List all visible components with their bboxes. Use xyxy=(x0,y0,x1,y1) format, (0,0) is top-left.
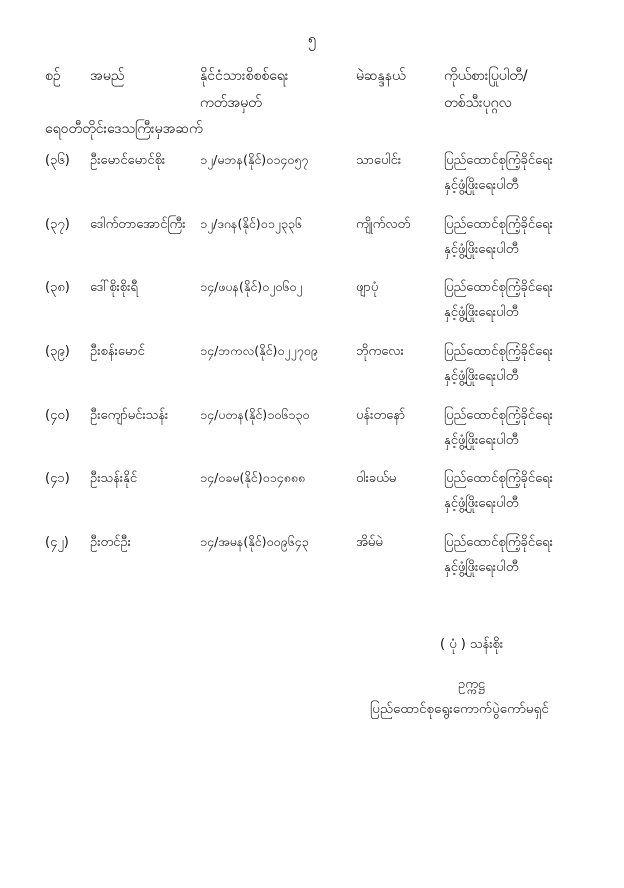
constituency: ပန်းတနော် xyxy=(356,408,406,423)
header-rep-line1: ကိုယ်စားပြုပါတီ/ xyxy=(444,68,528,84)
nrc-number: ၁၄/အမန(နိုင်)၀၀၉၆၄၃ xyxy=(200,534,309,549)
candidate-name: ဦးစန်းမောင် xyxy=(90,344,145,359)
constituency: ကျိုက်လတ် xyxy=(356,217,411,232)
header-township: မဲဆန္ဒနယ် xyxy=(356,68,406,84)
constituency: အိမ်မဲ xyxy=(356,535,383,550)
table-row xyxy=(0,216,624,268)
party-line2: နှင့်ဖွံ့ဖြိုးရေးပါတီ xyxy=(444,178,519,193)
table-row xyxy=(0,343,624,395)
constituency: ဖျာပုံ xyxy=(356,280,379,295)
table-row xyxy=(0,470,624,522)
nrc-number: ၁၄/ဘကလ(နိုင်)၀၂၂၇၀၉ xyxy=(200,343,318,358)
party xyxy=(444,216,553,260)
row-number: (၄၂) xyxy=(45,535,69,550)
constituency: ဘိုကလေး xyxy=(356,344,404,359)
party-line1: ပြည်ထောင်စုကြံ့ခိုင်ရေး xyxy=(444,153,553,168)
row-number: (၃၆) xyxy=(45,153,70,168)
party-line2: နှင့်ဖွံ့ဖြိုးရေးပါတီ xyxy=(444,560,519,575)
header-nrc xyxy=(200,66,288,114)
party-line1: ပြည်ထောင်စုကြံ့ခိုင်ရေး xyxy=(444,471,553,486)
candidate-name: ဦးတင်ဦး xyxy=(90,535,131,550)
nrc-number: ၁၂/ဒဂန(နိုင်)၀၁၂၃၃၆ xyxy=(200,216,302,231)
header-nrc-line1: နိုင်ငံသားစိစစ်ရေး xyxy=(200,68,289,84)
row-number: (၄၀) xyxy=(45,408,70,423)
party xyxy=(444,534,553,578)
nrc-number: ၁၄/ဖပန(နိုင်)၀၂၀၆၀၂ xyxy=(200,279,303,294)
party xyxy=(444,279,553,323)
party-line1: ပြည်ထောင်စုကြံ့ခိုင်ရေး xyxy=(444,408,553,423)
row-number: (၄၁) xyxy=(45,471,70,486)
table-row xyxy=(0,152,624,204)
party-line2: နှင့်ဖွံ့ဖြိုးရေးပါတီ xyxy=(444,305,519,320)
table-row xyxy=(0,407,624,459)
chairman-title: ဥက္ကဋ္ဌ xyxy=(458,677,485,692)
header-name: အမည် xyxy=(90,68,125,84)
page-number: ၅ xyxy=(307,30,317,48)
row-number: (၃၉) xyxy=(45,344,70,359)
constituency: ဝါးခယ်မ xyxy=(356,471,397,486)
party xyxy=(444,343,553,387)
party-line2: နှင့်ဖွံ့ဖြိုးရေးပါတီ xyxy=(444,433,519,448)
candidate-name: ဦးမောင်မောင်စိုး xyxy=(90,153,166,168)
party xyxy=(444,407,553,451)
header-rep-line2: တစ်သီးပုဂ္ဂလ xyxy=(444,95,512,111)
nrc-number: ၁၄/ဝခမ(နိုင်)၀၁၄၈၈၈ xyxy=(200,470,306,485)
nrc-number: ၁၄/ပတန(နိုင်)၁၀၆၁၃၀ xyxy=(200,407,310,422)
nrc-number: ၁၂/မဘန(နိုင်)၀၁၄၀၅၇ xyxy=(200,152,309,167)
party-line1: ပြည်ထောင်စုကြံ့ခိုင်ရေး xyxy=(444,280,553,295)
header-no: စဉ် xyxy=(45,68,61,84)
candidate-name: ဦးသန်းနိုင် xyxy=(90,471,138,486)
party-line1: ပြည်ထောင်စုကြံ့ခိုင်ရေး xyxy=(444,217,553,232)
party-line1: ပြည်ထောင်စုကြံ့ခိုင်ရေး xyxy=(444,535,553,550)
party-line1: ပြည်ထောင်စုကြံ့ခိုင်ရေး xyxy=(444,344,553,359)
constituency: သာပေါင်း xyxy=(356,153,402,168)
signature-line: ( ပုံ ) သန်းစိုး xyxy=(440,637,504,652)
row-number: (၃၈) xyxy=(45,280,70,295)
party-line2: နှင့်ဖွံ့ဖြိုးရေးပါတီ xyxy=(444,242,519,257)
table-row xyxy=(0,534,624,586)
candidate-name: ဒေါ်စိုးစိုးရီ xyxy=(90,280,138,295)
party xyxy=(444,152,553,196)
table-row xyxy=(0,279,624,331)
candidate-name: ဒေါက်တာအောင်ကြီး xyxy=(90,217,186,232)
office-name: ပြည်ထောင်စုရွေးကောက်ပွဲကော်မရှင် xyxy=(370,701,549,717)
party-line2: နှင့်ဖွံ့ဖြိုးရေးပါတီ xyxy=(444,369,519,384)
section-title: ရေ၀တီတိုင်းဒေသကြီးမှအဆက် xyxy=(45,121,203,137)
party xyxy=(444,470,553,514)
header-representation xyxy=(444,66,528,114)
row-number: (၃၇) xyxy=(45,217,70,232)
candidate-name: ဦးကျော်မင်းသန်း xyxy=(90,408,169,423)
header-nrc-line2: ကတ်အမှတ် xyxy=(200,95,262,111)
party-line2: နှင့်ဖွံ့ဖြိုးရေးပါတီ xyxy=(444,496,519,511)
